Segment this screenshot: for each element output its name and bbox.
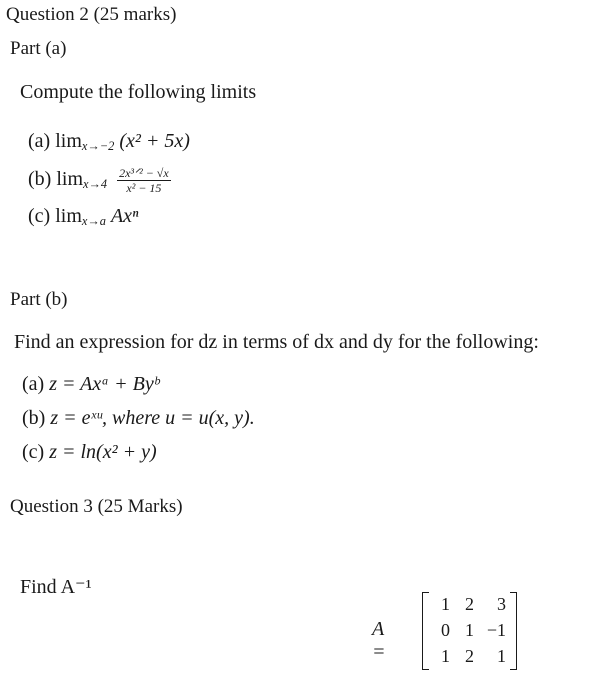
fraction-numerator: 2x³ᐟ² − √x (119, 166, 169, 180)
differential-item-b (22, 407, 255, 430)
fraction-denominator: x² − 15 (126, 181, 162, 195)
matrix-cell: 1 (497, 646, 506, 666)
differential-expression: z = ln(x² + y) (49, 441, 157, 463)
item-tag: (c) (28, 205, 51, 227)
matrix-cell: 2 (465, 594, 474, 614)
item-tag: (b) (22, 407, 46, 429)
limit-item-b (28, 166, 171, 195)
lim-subscript: x→a (81, 214, 106, 229)
lim-subscript: x→4 (83, 177, 108, 192)
question-3-title: Question 3 (25 Marks) (10, 496, 183, 517)
lim-operator: lim (55, 130, 82, 152)
item-tag: (c) (22, 441, 45, 463)
differential-item-a (22, 373, 159, 396)
matrix-right-bracket (510, 592, 517, 670)
question-2-title: Question 2 (25 marks) (6, 4, 177, 25)
matrix-cell: 2 (465, 646, 474, 666)
matrix-label: A = (372, 618, 386, 663)
lim-subscript: x→−2 (81, 139, 115, 154)
matrix-cell: 1 (441, 646, 450, 666)
lim-operator: lim (55, 205, 82, 227)
part-a-label: Part (a) (10, 38, 67, 59)
matrix-cell: 0 (441, 620, 450, 640)
limit-expression: (x² + 5x) (119, 130, 190, 152)
part-b-instruction: Find an expression for dz in terms of dx and dy for the following: (14, 331, 539, 353)
differential-item-c (22, 441, 157, 464)
limit-item-a (28, 130, 190, 153)
differential-expression: z = Axᵃ + Byᵇ (49, 373, 160, 395)
lim-operator: lim (56, 168, 83, 191)
matrix-cell: −1 (486, 620, 506, 640)
item-tag: (a) (22, 373, 45, 395)
item-tag: (b) (28, 168, 52, 191)
limit-fraction (117, 166, 171, 195)
matrix-cell: 1 (465, 620, 474, 640)
item-tag: (a) (28, 130, 51, 152)
limit-expression: Axⁿ (110, 205, 139, 227)
matrix-cell: 3 (497, 594, 506, 614)
limit-item-c (28, 205, 138, 228)
part-a-instruction: Compute the following limits (20, 81, 257, 103)
q3-instruction: Find A⁻¹ (20, 576, 92, 598)
part-b-label: Part (b) (10, 289, 68, 310)
matrix-cell: 1 (441, 594, 450, 614)
differential-expression: z = eˣᵘ, where u = u(x, y). (50, 407, 255, 429)
